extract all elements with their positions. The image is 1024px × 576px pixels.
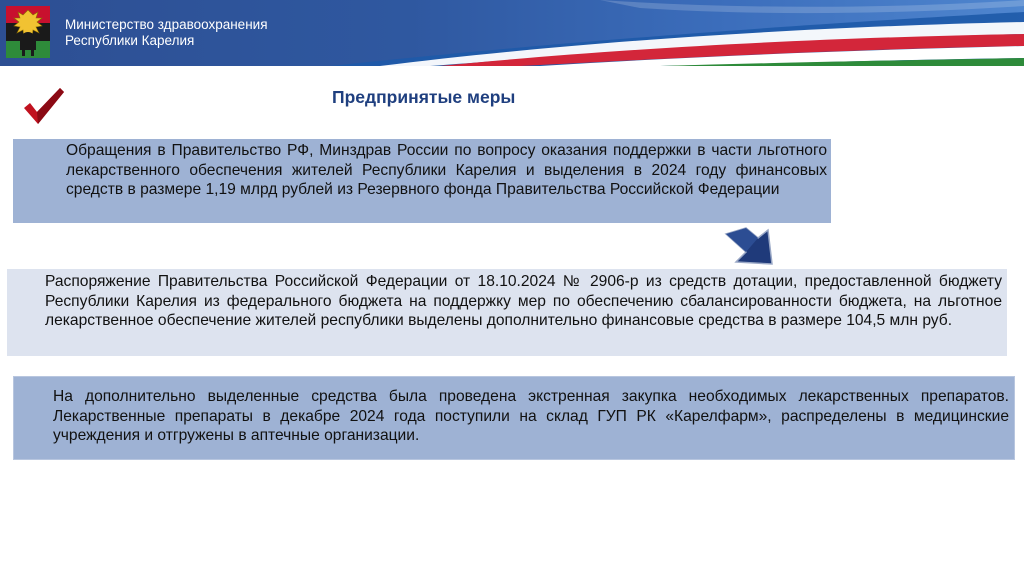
page-title: Предпринятые меры [332, 87, 516, 107]
karelia-coat-of-arms-icon [6, 6, 50, 58]
ministry-line-2: Республики Карелия [65, 33, 195, 48]
ministry-line-1: Министерство здравоохранения [65, 17, 268, 32]
arrow-down-right-icon [724, 224, 774, 268]
ministry-name [65, 17, 268, 49]
block-text: Обращения в Правительство РФ, Минздрав России по вопросу оказания поддержки в части льготного лекарственного обеспечения жителей Республики Карелия и выделения в 2024 году финансовых средств в размере 1,19 млрд рублей из Резервного фонда Правительства Российской Федерации [66, 142, 827, 198]
block-text: Распоряжение Правительства Российской Федерации от 18.10.2024 № 2906-р из средств дотации, предоставленной бюджету Республики Карелия из федерального бюджета на поддержку мер по обеспечению сбалансированности бюджета, на льготное лекарственное обеспечение жителей республики выделены дополнительно финансовые средства в размере 104,5 млн руб. [45, 273, 1002, 329]
checkmark-icon [22, 86, 66, 126]
measure-block-appeals [13, 139, 831, 223]
block-text: На дополнительно выделенные средства была проведена экстренная закупка необходимых лекарственных препаратов. Лекарственные препараты в декабре 2024 года поступили на склад ГУП РК «Карелфарм», распределены в медицинские учреждения и отгружены в аптечные организации. [53, 388, 1009, 444]
header-banner [0, 0, 1024, 66]
measure-block-decree [7, 269, 1007, 356]
measure-block-procurement [13, 376, 1015, 460]
